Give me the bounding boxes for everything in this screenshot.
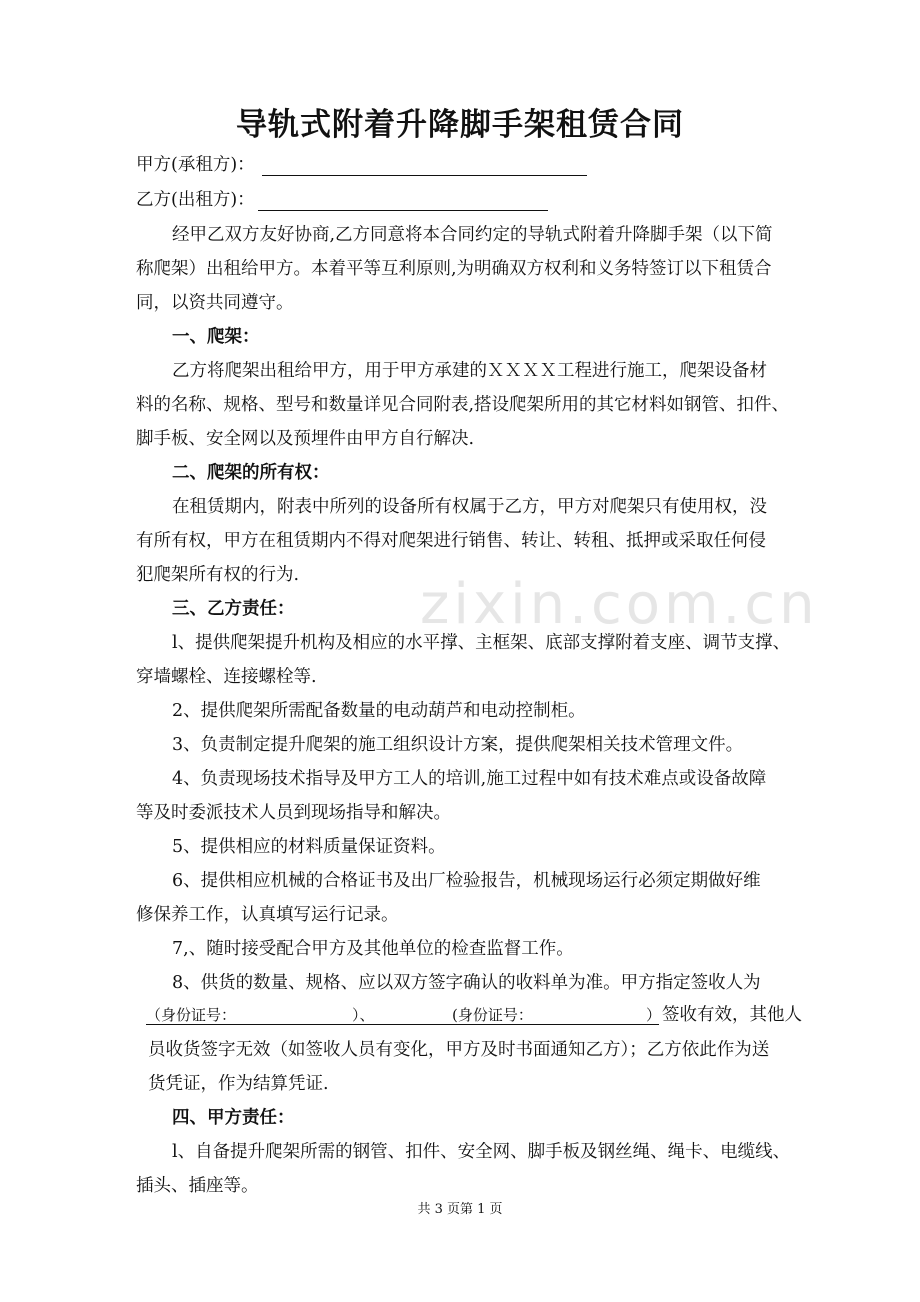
id-number-close: ） <box>646 1006 662 1024</box>
list-item: 7,、随时接受配合甲方及其他单位的检查监督工作。 <box>172 939 574 959</box>
intro-line: 称爬架）出租给甲方。本着平等互利原则,为明确双方权利和义务特签订以下租赁合 <box>136 259 772 279</box>
section-heading: 二、爬架的所有权： <box>172 463 330 483</box>
list-item: 等及时委派技术人员到现场指导和解决。 <box>136 803 451 823</box>
list-item: 3、负责制定提升爬架的施工组织设计方案，提供爬架相关技术管理文件。 <box>172 735 744 755</box>
section-body-line: 乙方将爬架出租给甲方，用于甲方承建的ＸＸＸＸ工程进行施工，爬架设备材 <box>172 361 767 381</box>
document-title: 导轨式附着升降脚手架租赁合同 <box>236 107 684 143</box>
intro-line: 经甲乙双方友好协商,乙方同意将本合同约定的导轨式附着升降脚手架（以下简 <box>172 225 773 245</box>
list-item: l、提供爬架提升机构及相应的水平撑、主框架、底部支撑附着支座、调节支撑、 <box>172 633 791 653</box>
list-item: 2、提供爬架所需配备数量的电动葫芦和电动控制柜。 <box>172 701 586 721</box>
list-item: 6、提供相应机械的合格证书及出厂检验报告，机械现场运行必须定期做好维 <box>172 871 761 891</box>
list-item: l、自备提升爬架所需的钢管、扣件、安全网、脚手板及钢丝绳、绳卡、电缆线、 <box>172 1142 791 1162</box>
id-number-close: ）、 <box>352 1006 375 1024</box>
list-item: 穿墙螺栓、连接螺栓等. <box>136 667 317 687</box>
section-heading: 一、爬架： <box>172 327 260 347</box>
section-body-line: 犯爬架所有权的行为. <box>136 565 300 585</box>
party-b-label: 乙方(出租方)： <box>136 190 255 210</box>
watermark: zixin.com.cn <box>420 572 819 637</box>
list-item: 插头、插座等。 <box>136 1176 259 1196</box>
section-body-line: 货凭证，作为结算凭证. <box>148 1074 329 1094</box>
section-body-line: 在租赁期内，附表中所列的设备所有权属于乙方，甲方对爬架只有使用权，没 <box>172 497 767 517</box>
section-body-line: 员收货签字无效（如签收人员有变化，甲方及时书面通知乙方）；乙方依此作为送 <box>148 1040 770 1060</box>
list-item: 8、供货的数量、规格、应以双方签字确认的收料单为准。甲方指定签收人为 <box>172 973 761 993</box>
id-number-label: （身份证号： <box>146 1006 237 1024</box>
list-item: 修保养工作，认真填写运行记录。 <box>136 905 399 925</box>
signer-rest: 签收有效，其他人 <box>662 1005 802 1025</box>
intro-line: 同，以资共同遵守。 <box>136 293 294 313</box>
party-b-blank <box>258 210 548 211</box>
page-footer: 共 3 页第 1 页 <box>417 1202 503 1217</box>
section-heading: 三、乙方责任： <box>172 599 295 619</box>
section-body-line: 脚手板、安全网以及预埋件由甲方自行解决. <box>136 429 475 449</box>
list-item: 4、负责现场技术指导及甲方工人的培训,施工过程中如有技术难点或设备故障 <box>172 769 767 789</box>
id-number-label: (身份证号： <box>452 1006 533 1024</box>
section-heading: 四、甲方责任： <box>172 1108 295 1128</box>
section-body-line: 有所有权，甲方在租赁期内不得对爬架进行销售、转让、转租、抵押或采取任何侵 <box>136 531 766 551</box>
party-a-label: 甲方(承租方)： <box>136 155 255 175</box>
party-a-blank <box>262 175 587 176</box>
list-item: 5、提供相应的材料质量保证资料。 <box>172 837 446 857</box>
section-body-line: 料的名称、规格、型号和数量详见合同附表,搭设爬架所用的其它材料如钢管、扣件、 <box>136 395 790 415</box>
